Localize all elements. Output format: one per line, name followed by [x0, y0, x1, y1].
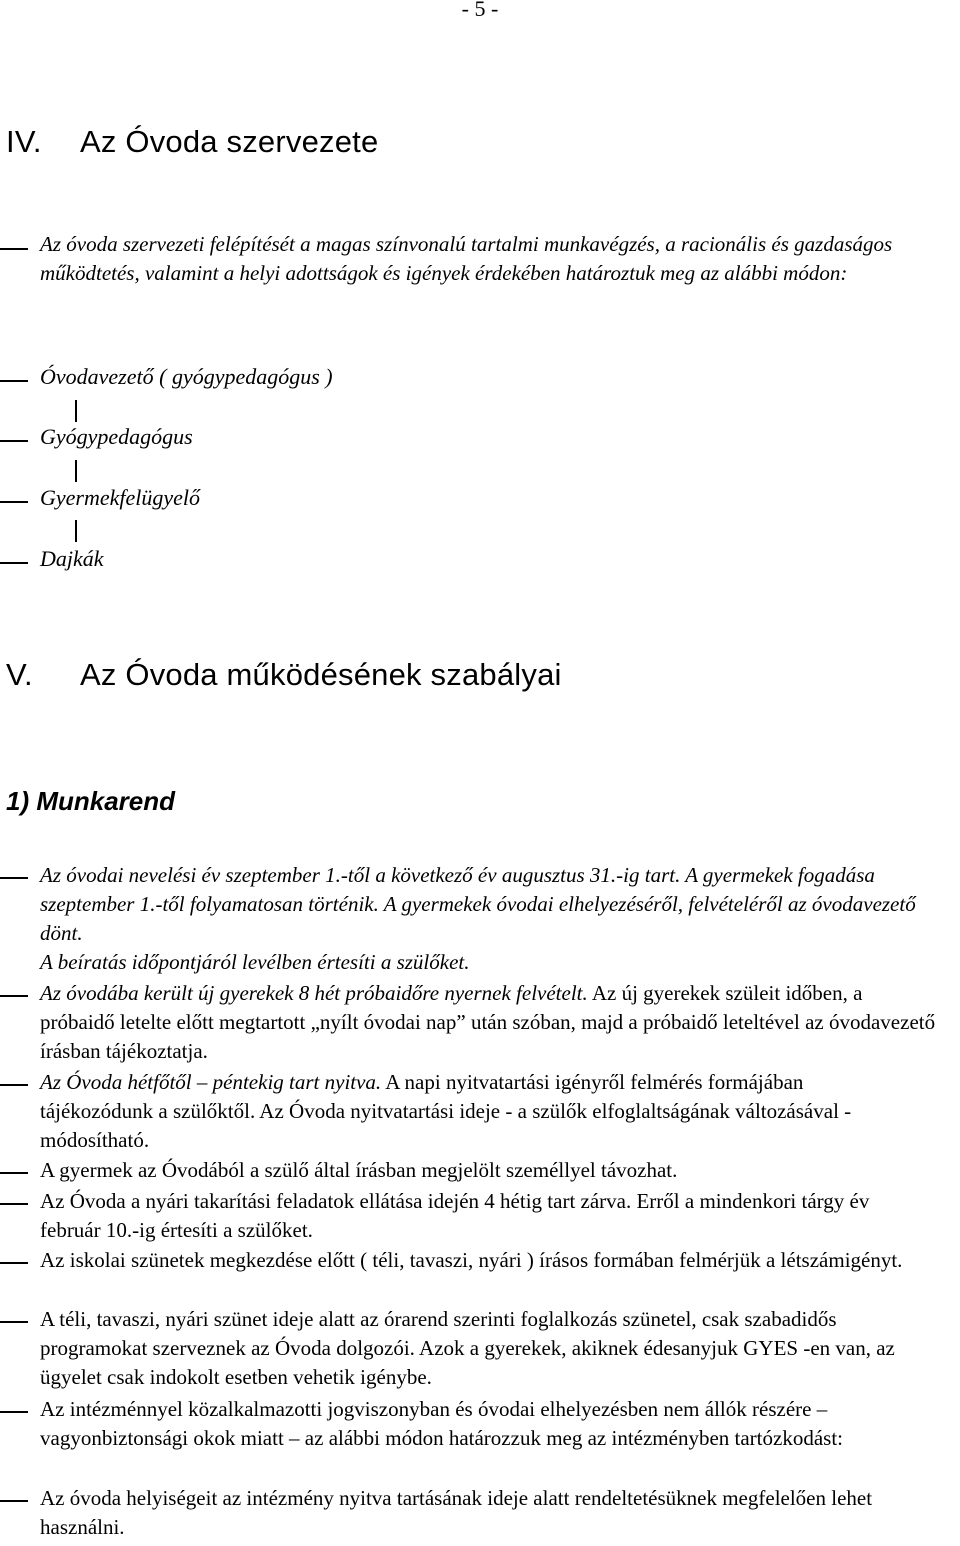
- item-text: Az óvodai nevelési év szeptember 1.-től a következő év augusztus 31.-ig tart. A gyermekek fogadása szeptember 1.-től folyamatosan történik. A gyermekek óvodai elhelyezéséről, felvételéről az óvodavezető dönt.: [40, 863, 916, 945]
- list-dash: [0, 995, 28, 997]
- list-dash: [0, 1203, 28, 1205]
- hierarchy-connector: [75, 520, 77, 542]
- item-text: A napi nyitvatartási igényről felmérés formájában tájékozódunk a szülőktől. Az Óvoda nyitvatartási ideje - a szülők elfoglaltságának változásával - módosítható.: [40, 1070, 852, 1152]
- section-4-intro: Az óvoda szervezeti felépítését a magas színvonalú tartalmi munkavégzés, a racionális és gazdaságos működtetés, valamint a helyi adottságok és igények érdekében határoztuk meg az alábbi módon:: [40, 232, 893, 285]
- item-text: A téli, tavaszi, nyári szünet ideje alatt az órarend szerinti foglalkozás szünetel, csak szabadidős programokat szerveznek az Óvoda dolgozói. Azok a gyerekek, akiknek édesanyjuk GYES -en van, az ügyelet csak indokolt esetben vehetik igénybe.: [40, 1307, 895, 1389]
- page-number: - 5 -: [461, 0, 499, 21]
- list-item: [40, 861, 940, 977]
- list-dash: [0, 380, 28, 382]
- list-dash: [0, 1172, 28, 1174]
- section-5-heading: [6, 657, 562, 693]
- list-dash: [0, 501, 28, 503]
- list-dash: [0, 1500, 28, 1502]
- item-text: Az óvoda helyiségeit az intézmény nyitva tartásának ideje alatt rendeltetésüknek megfelelően lehet használni.: [40, 1486, 873, 1539]
- item-text: Az új gyerekek szüleit időben, a próbaidő letelte előtt megtartott „nyílt óvodai nap” után szóban, majd a próbaidő leteltével az óvodavezető írásban tájékoztatja.: [40, 981, 936, 1063]
- section-4-number: IV.: [6, 124, 42, 159]
- hierarchy-item: Óvodavezető ( gyógypedagógus ): [40, 364, 333, 389]
- item-text: Az Óvoda hétfőtől – péntekig tart nyitva.: [40, 1070, 382, 1094]
- list-dash: [0, 248, 28, 250]
- list-dash: [0, 1084, 28, 1086]
- item-text: Az iskolai szünetek megkezdése előtt ( téli, tavaszi, nyári ) írásos formában felmérjük a létszámigényt.: [40, 1248, 903, 1272]
- section-5-title: Az Óvoda működésének szabályai: [80, 657, 562, 692]
- list-dash: [0, 1411, 28, 1413]
- hierarchy-item: Gyermekfelügyelő: [40, 485, 201, 510]
- hierarchy-connector: [75, 400, 77, 422]
- hierarchy-item: Dajkák: [40, 546, 104, 571]
- item-text: Az óvodába került új gyerekek 8 hét próbaidőre nyernek felvételt.: [40, 981, 588, 1005]
- item-text: A gyermek az Óvodából a szülő által írásban megjelölt személlyel távozhat.: [40, 1158, 678, 1182]
- list-dash: [0, 440, 28, 442]
- hierarchy-item: Gyógypedagógus: [40, 424, 193, 449]
- section-5-number: V.: [6, 657, 33, 692]
- section-4-heading: [6, 124, 378, 160]
- section-4-title: Az Óvoda szervezete: [80, 124, 379, 159]
- list-item: [40, 979, 940, 1066]
- item-text: Az intézménnyel közalkalmazotti jogviszonyban és óvodai elhelyezésben nem állók részére – vagyonbiztonsági okok miatt – az alábbi módon határozzuk meg az intézményben tartózkodást:: [40, 1397, 843, 1450]
- list-dash: [0, 562, 28, 564]
- list-dash: [0, 877, 28, 879]
- list-dash: [0, 1262, 28, 1264]
- list-dash: [0, 1321, 28, 1323]
- item-text: Az Óvoda a nyári takarítási feladatok ellátása idején 4 hétig tart zárva. Erről a mindenkori tárgy év február 10.-ig értesíti a szülőket.: [40, 1189, 870, 1242]
- list-item: [40, 1068, 900, 1155]
- subsection-1-title: 1) Munkarend: [6, 786, 176, 816]
- hierarchy-connector: [75, 460, 77, 482]
- item-text: A beíratás időpontjáról levélben értesíti a szülőket.: [40, 950, 470, 974]
